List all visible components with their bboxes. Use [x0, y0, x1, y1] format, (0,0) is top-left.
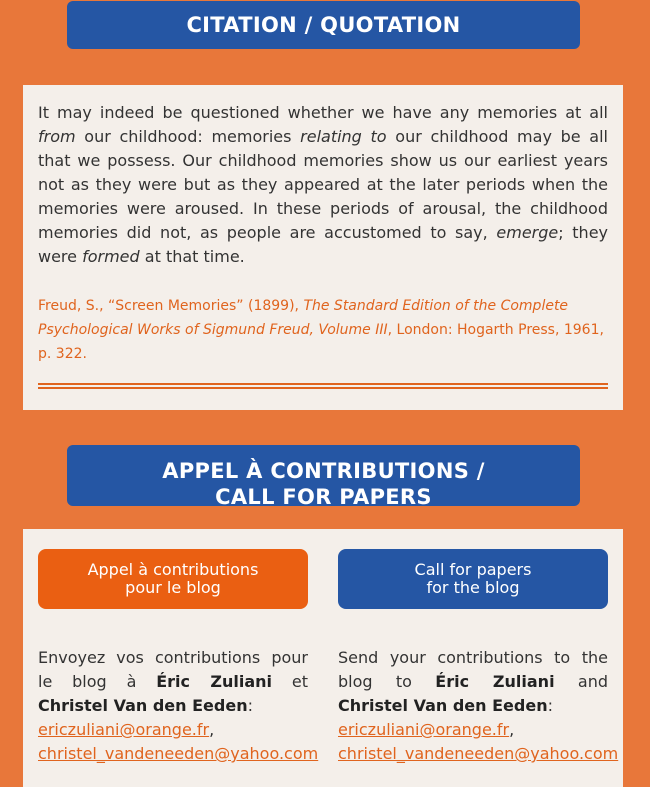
en-intro-text: Send your contributions to the blog to: [338, 648, 608, 691]
quotation-section-header: CITATION / QUOTATION: [67, 1, 580, 49]
en-email-link-1[interactable]: ericzuliani@orange.fr: [338, 720, 510, 739]
fr-email-link-1[interactable]: ericzuliani@orange.fr: [38, 720, 210, 739]
italic-run-7: formed: [82, 247, 140, 266]
button-label-line1: Appel à contributions: [87, 560, 259, 579]
italic-run-1: from: [38, 127, 76, 146]
button-label-line2: pour le blog: [125, 578, 221, 597]
en-colon: :: [547, 696, 553, 715]
text-run-8: at that time.: [139, 247, 245, 266]
fr-colon: :: [247, 696, 253, 715]
call-for-papers-button[interactable]: [338, 549, 608, 609]
fr-editor-name-2: Christel Van den Eeden: [38, 696, 248, 715]
text-run-6: ; they were: [38, 223, 609, 266]
fr-editor-name-1: Éric Zuliani: [156, 672, 273, 691]
french-instructions: [38, 646, 319, 766]
en-editor-name-2: Christel Van den Eeden: [338, 696, 548, 715]
text-run-4: our childhood may be all that we possess. Our childhood memories show us our earliest years not as they were but as they appeared at the later periods when the memories were aroused. In these periods of arousal, the childhood memories did not, as people are accustomed to say,: [38, 127, 608, 242]
text-run-2: , London: Hogarth Press, 1961, p. 322.: [38, 322, 604, 362]
button-label-line1: Call for papers: [414, 560, 532, 579]
call-for-papers-panel: [23, 529, 623, 787]
cfp-title-line1: APPEL À CONTRIBUTIONS /: [162, 459, 485, 483]
button-label-line2: for the blog: [426, 578, 520, 597]
en-email-link-2[interactable]: christel_vandeneeden@yahoo.com: [338, 744, 619, 763]
fr-email-link-2[interactable]: christel_vandeneeden@yahoo.com: [38, 744, 319, 763]
fr-conjunction: et: [272, 672, 308, 691]
quote-text: [38, 101, 608, 269]
text-run-2: our childhood: memories: [75, 127, 301, 146]
cfp-title-line2: CALL FOR PAPERS: [215, 485, 432, 509]
en-editor-name-1: Éric Zuliani: [435, 672, 555, 691]
fr-intro-text: Envoyez vos contributions pour le blog à: [38, 648, 308, 691]
call-for-papers-header: [67, 445, 580, 509]
quotation-panel: [23, 85, 623, 410]
appel-contributions-button[interactable]: [38, 549, 308, 609]
en-separator: ,: [509, 720, 515, 739]
en-conjunction: and: [554, 672, 608, 691]
italic-run-1: The Standard Edition of the Complete Psychological Works of Sigmund Freud, Volume III: [38, 298, 569, 338]
quote-citation: [38, 294, 608, 366]
english-instructions: [338, 646, 619, 766]
fr-separator: ,: [209, 720, 215, 739]
italic-run-3: relating to: [300, 127, 387, 146]
text-run-0: Freud, S., “Screen Memories” (1899),: [38, 298, 304, 314]
double-divider: [38, 383, 608, 389]
italic-run-5: emerge: [496, 223, 559, 242]
text-run-0: It may indeed be questioned whether we have any memories at all: [38, 103, 608, 122]
